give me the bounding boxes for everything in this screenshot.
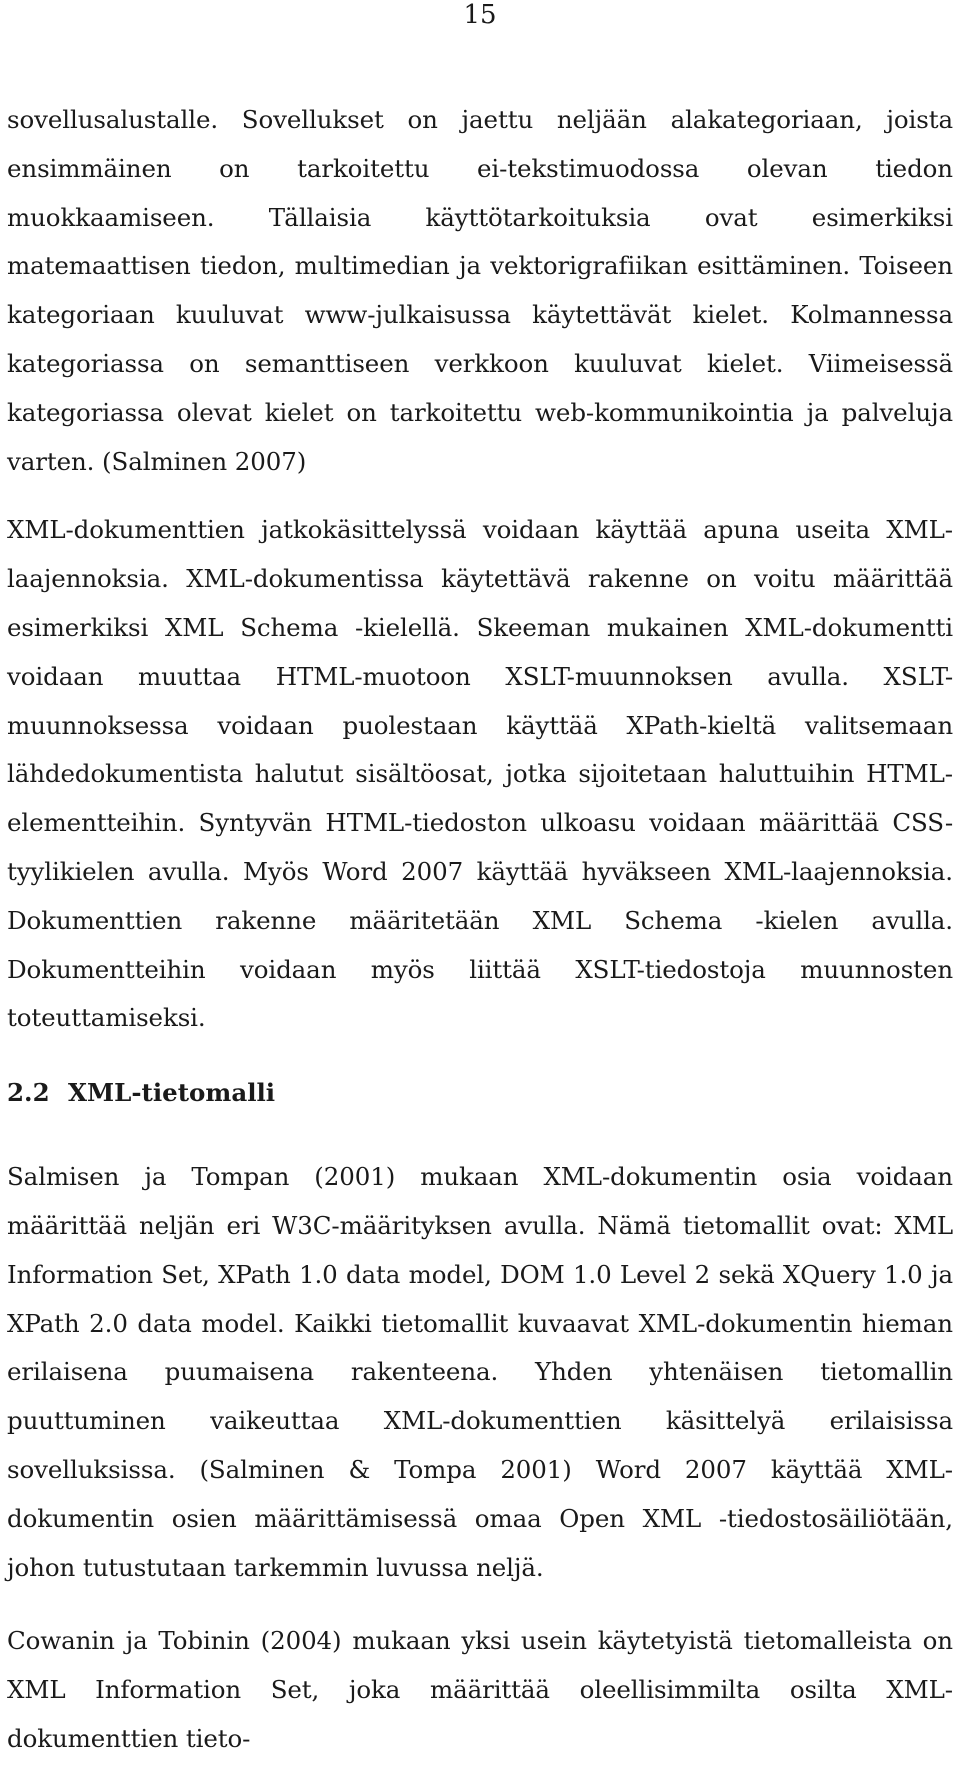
section-number: 2.2 — [7, 1078, 50, 1108]
section-heading — [7, 1073, 953, 1113]
paragraph-xml-extensions: XML-dokumenttien jatkokäsittelyssä voidaan käyttää apuna useita XML-laajennoksia. XML-dokumentissa käytettävä rakenne on voitu määrittää esimerkiksi XML Schema -kielellä. Skeeman mukainen XML-dokumentti voidaan muuttaa HTML-muotoon XSLT-muunnoksen avulla. XSLT-muunnoksessa voidaan puolestaan käyttää XPath-kieltä valitsemaan lähdedokumentista halutut sisältöosat, jotka sijoitetaan haluttuihin HTML-elementteihin. Syntyvän HTML-tiedoston ulkoasu voidaan määrittää CSS-tyylikielen avulla. Myös Word 2007 käyttää hyväkseen XML-laajennoksia. Dokumenttien rakenne määritetään XML Schema -kielen avulla. Dokumentteihin voidaan myös liittää XSLT-tiedostoja muunnosten toteuttamiseksi. — [7, 515, 953, 1033]
section-title: XML-tietomalli — [68, 1078, 276, 1108]
page-number: 15 — [463, 0, 497, 30]
document-body — [7, 96, 953, 1789]
paragraph-infoset: Cowanin ja Tobinin (2004) mukaan yksi usein käytetyistä tietomalleista on XML Information Set, joka määrittää oleellisimmilta osilta XML-dokumenttien tieto- — [7, 1626, 953, 1753]
paragraph-data-models: Salmisen ja Tompan (2001) mukaan XML-dokumentin osia voidaan määrittää neljän eri W3C-määrityksen avulla. Nämä tietomallit ovat: XML Information Set, XPath 1.0 data model, DOM 1.0 Level 2 sekä XQuery 1.0 ja XPath 2.0 data model. Kaikki tietomallit kuvaavat XML-dokumentin hieman erilaisena puumaisena rakenteena. Yhden yhtenäisen tietomallin puuttuminen vaikeuttaa XML-dokumenttien käsittelyä erilaisissa sovelluksissa. (Salminen & Tompa 2001) Word 2007 käyttää XML-dokumentin osien määrittämisessä omaa Open XML -tiedostosäiliötään, johon tutustutaan tarkemmin luvussa neljä. — [7, 1162, 953, 1582]
paragraph-intro: sovellusalustalle. Sovellukset on jaettu neljään alakategoriaan, joista ensimmäinen on tarkoitettu ei-tekstimuodossa olevan tiedon muokkaamiseen. Tällaisia käyttötarkoituksia ovat esimerkiksi matemaattisen tiedon, multimedian ja vektorigrafiikan esittäminen. Toiseen kategoriaan kuuluvat www-julkaisussa käytettävät kielet. Kolmannessa kategoriassa on semanttiseen verkkoon kuuluvat kielet. Viimeisessä kategoriassa olevat kielet on tarkoitettu web-kommunikointia ja palveluja varten. (Salminen 2007) — [7, 105, 953, 476]
